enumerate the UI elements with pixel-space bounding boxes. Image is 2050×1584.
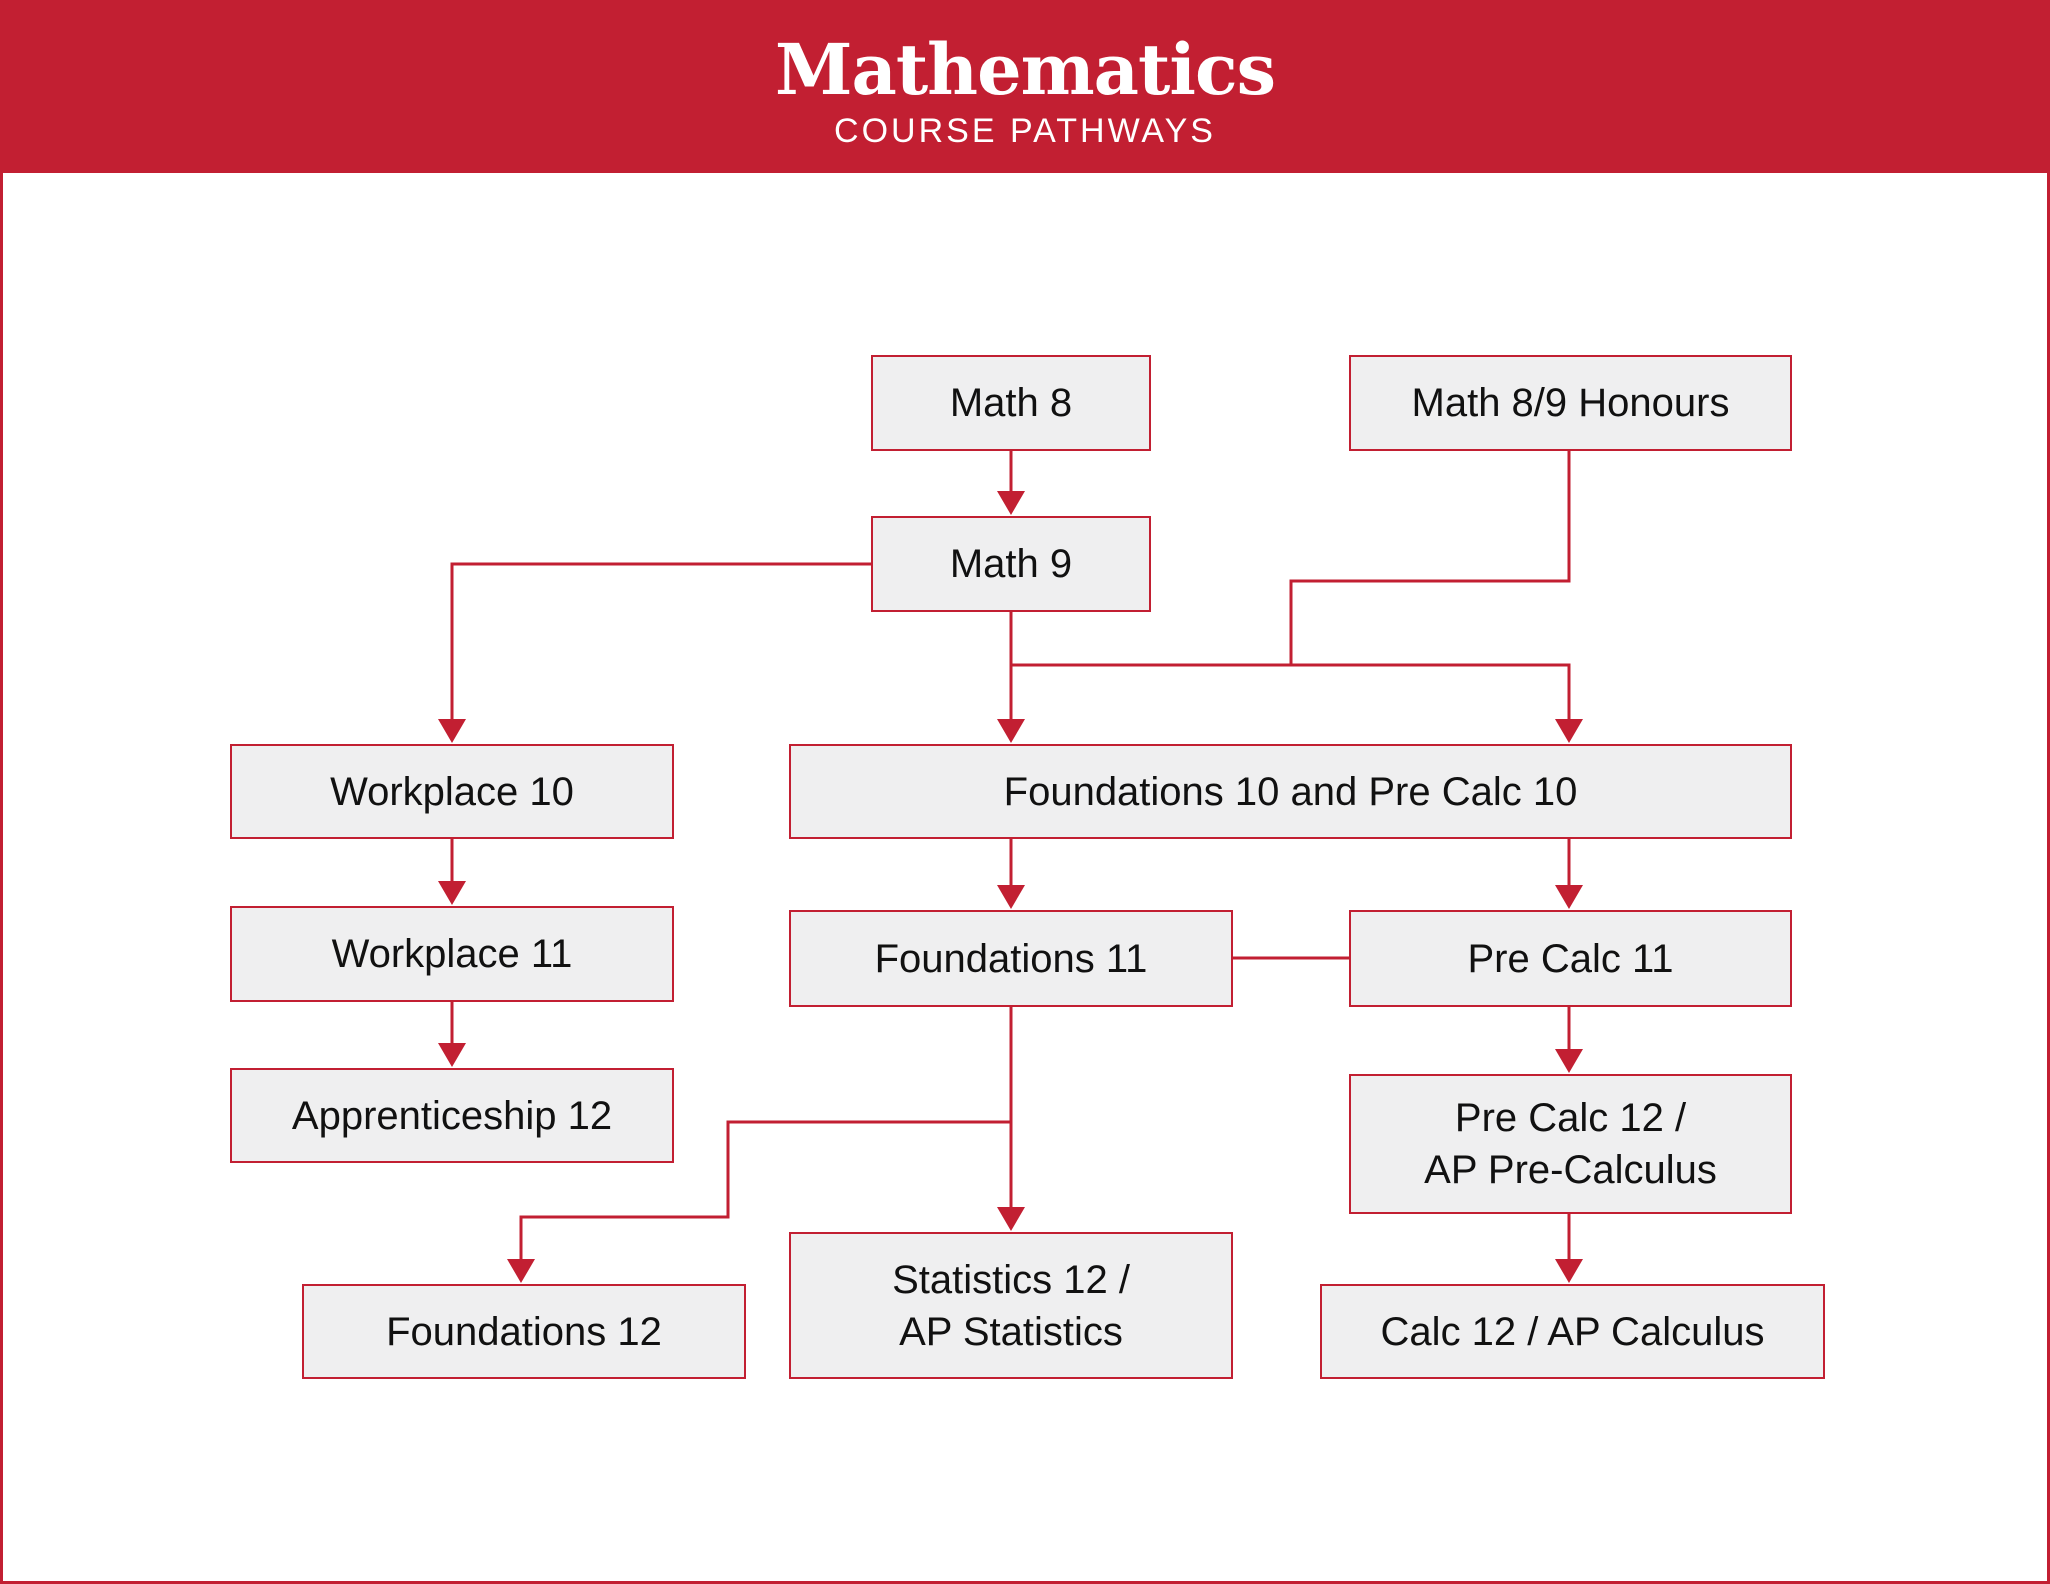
- course-workplace11-label: Workplace 11: [331, 932, 573, 976]
- course-foundations12-label: Foundations 12: [386, 1309, 662, 1354]
- arrowhead-workplace10: [438, 719, 466, 743]
- page-subtitle: COURSE PATHWAYS: [834, 112, 1216, 150]
- course-math89-honours: [1349, 355, 1792, 451]
- arrowhead-precalc12: [1555, 1049, 1583, 1073]
- course-math89-honours-label: Math 8/9 Honours: [1411, 381, 1730, 425]
- course-foundations12: [302, 1284, 746, 1379]
- course-statistics12: [789, 1232, 1233, 1379]
- course-apprenticeship12: [230, 1068, 674, 1163]
- arrowhead-foundations11: [997, 885, 1025, 909]
- course-foundations11-label: Foundations 11: [874, 936, 1148, 981]
- course-calc12: [1320, 1284, 1825, 1379]
- course-workplace10: [230, 744, 674, 839]
- connector-math9-to-workplace10: [452, 564, 871, 721]
- course-precalc11: [1349, 910, 1792, 1007]
- course-apprenticeship12-label: Apprenticeship 12: [291, 1093, 613, 1138]
- arrowhead-statistics12: [997, 1207, 1025, 1231]
- arrowhead-math9: [997, 491, 1025, 515]
- course-foundations10-precalc10: [789, 744, 1792, 839]
- connector-honours-to-foundations10: [1291, 451, 1569, 665]
- arrowhead-calc12: [1555, 1259, 1583, 1283]
- arrowhead-precalc11: [1555, 885, 1583, 909]
- arrowhead-apprenticeship12: [438, 1043, 466, 1067]
- connector-math9-split: [1011, 665, 1569, 721]
- course-math8-label: Math 8: [949, 381, 1073, 425]
- arrowhead-foundations12: [507, 1259, 535, 1283]
- course-calc12-label: Calc 12 / AP Calculus: [1380, 1309, 1765, 1354]
- course-math8: [871, 355, 1151, 451]
- course-precalc12: [1349, 1074, 1792, 1214]
- course-foundations10-precalc10-label: Foundations 10 and Pre Calc 10: [1003, 769, 1578, 814]
- arrowhead-workplace11: [438, 881, 466, 905]
- arrowhead-foundations10-right: [1555, 719, 1583, 743]
- course-statistics12-label: Statistics 12 / AP Statistics: [892, 1257, 1130, 1354]
- course-precalc11-label: Pre Calc 11: [1467, 936, 1674, 981]
- course-math9: [871, 516, 1151, 612]
- course-precalc12-label: Pre Calc 12 / AP Pre-Calculus: [1424, 1096, 1717, 1192]
- course-workplace10-label: Workplace 10: [330, 769, 574, 814]
- course-math9-label: Math 9: [949, 542, 1073, 586]
- arrowhead-foundations10-left: [997, 719, 1025, 743]
- course-foundations11: [789, 910, 1233, 1007]
- course-workplace11: [230, 906, 674, 1002]
- page-title: Mathematics: [775, 28, 1275, 111]
